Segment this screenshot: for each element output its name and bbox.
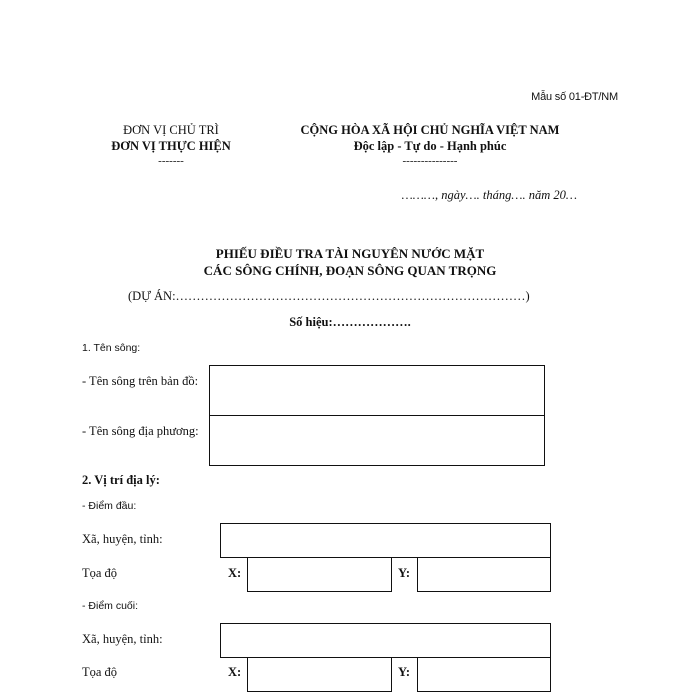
- organization-block: [96, 122, 246, 168]
- end-point-label: - Điểm cuối:: [82, 600, 139, 612]
- start-x-field[interactable]: [247, 557, 392, 592]
- document-title: [100, 245, 600, 279]
- section1-heading: 1. Tên sông:: [82, 342, 141, 354]
- section2-heading: 2. Vị trí địa lý:: [82, 473, 160, 487]
- national-motto: Độc lập - Tự do - Hạnh phúc: [353, 139, 507, 153]
- national-header: [270, 122, 590, 168]
- local-name-label: - Tên sông địa phương:: [82, 424, 199, 438]
- end-y-label: Y:: [398, 665, 411, 679]
- project-line: (DỰ ÁN:…………………………………………………………………………): [128, 289, 530, 303]
- document-number: Số hiệu:……………….: [289, 315, 411, 329]
- title-line1: PHIẾU ĐIỀU TRA TÀI NGUYÊN NƯỚC MẶT: [215, 246, 485, 261]
- start-commune-field[interactable]: [220, 523, 551, 558]
- start-point-label: - Điểm đầu:: [82, 500, 137, 512]
- map-name-label: - Tên sông trên bản đồ:: [82, 374, 199, 388]
- nation-name: CỘNG HÒA XÃ HỘI CHỦ NGHĨA VIỆT NAM: [300, 123, 560, 137]
- end-coord-label: Tọa độ: [82, 665, 118, 679]
- local-name-field[interactable]: [209, 415, 545, 466]
- end-x-field[interactable]: [247, 657, 392, 692]
- start-y-field[interactable]: [417, 557, 551, 592]
- end-commune-field[interactable]: [220, 623, 551, 658]
- start-y-label: Y:: [398, 566, 411, 580]
- end-x-label: X:: [228, 665, 242, 679]
- end-commune-label: Xã, huyện, tỉnh:: [82, 632, 163, 646]
- date-line: ………, ngày…. tháng…. năm 20…: [401, 188, 577, 202]
- map-name-field[interactable]: [209, 365, 545, 416]
- end-y-field[interactable]: [417, 657, 551, 692]
- org-dashes: -------: [158, 155, 184, 167]
- title-line2: CÁC SÔNG CHÍNH, ĐOẠN SÔNG QUAN TRỌNG: [203, 263, 497, 278]
- org-line2: ĐƠN VỊ THỰC HIỆN: [111, 139, 231, 153]
- motto-dashes: ---------------: [402, 155, 458, 167]
- form-code: Mẫu số 01-ĐT/NM: [531, 91, 618, 103]
- start-coord-label: Tọa độ: [82, 566, 118, 580]
- org-line1: ĐƠN VỊ CHỦ TRÌ: [123, 123, 219, 137]
- start-x-label: X:: [228, 566, 242, 580]
- start-commune-label: Xã, huyện, tỉnh:: [82, 532, 163, 546]
